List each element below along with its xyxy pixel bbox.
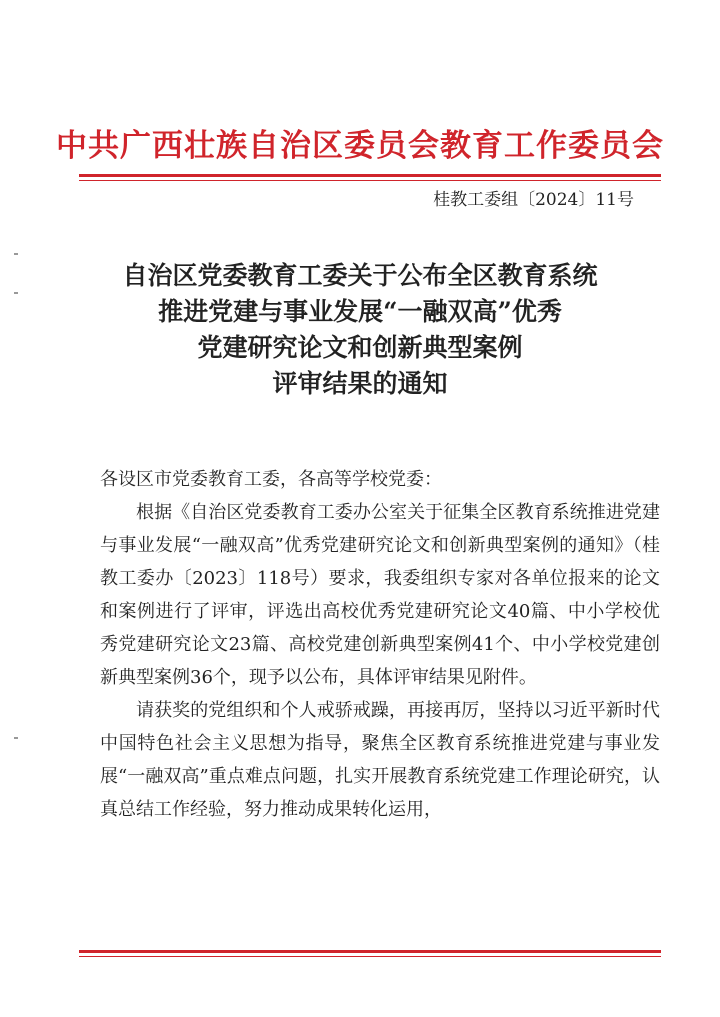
scan-artifact-mark xyxy=(14,253,18,255)
title-line: 自治区党委教育工委关于公布全区教育系统 xyxy=(122,261,598,290)
issuing-organization-header: 中共广西壮族自治区委员会教育工作委员会 xyxy=(56,128,664,164)
header-red-rule-thin xyxy=(79,180,661,181)
header-red-rule-thick xyxy=(79,174,661,177)
footer-red-rule-thin xyxy=(79,956,661,957)
footer-red-rule-thick xyxy=(79,950,661,953)
body-paragraph: 请获奖的党组织和个人戒骄戒躁，再接再厉，坚持以习近平新时代中国特色社会主义思想为指导，聚焦全区教育系统推进党建与事业发展“一融双高”重点难点问题，扎实开展教育系统党建工作理论研究，认真总结工作经验，努力推动成果转化运用， xyxy=(100,700,660,820)
salutation: 各设区市党委教育工委，各高等学校党委： xyxy=(100,469,442,490)
title-line: 推进党建与事业发展“一融双高”优秀 xyxy=(158,297,562,326)
document-title xyxy=(0,258,720,402)
scan-artifact-mark xyxy=(14,737,18,739)
title-line: 党建研究论文和创新典型案例 xyxy=(197,333,523,362)
document-body xyxy=(100,463,660,826)
title-line: 评审结果的通知 xyxy=(272,369,448,398)
body-paragraph: 根据《自治区党委教育工委办公室关于征集全区教育系统推进党建与事业发展“一融双高”优秀党建研究论文和创新典型案例的通知》（桂教工委办〔2023〕118号）要求，我委组织专家对各单位报来的论文和案例进行了评审，评选出高校优秀党建研究论文40篇、中小学校优秀党建研究论文23篇、高校党建创新典型案例41个、中小学校党建创新典型案例36个，现予以公布，具体评审结果见附件。 xyxy=(100,502,660,688)
scan-artifact-mark xyxy=(14,292,18,294)
document-number: 桂教工委组〔2024〕11号 xyxy=(433,190,634,210)
